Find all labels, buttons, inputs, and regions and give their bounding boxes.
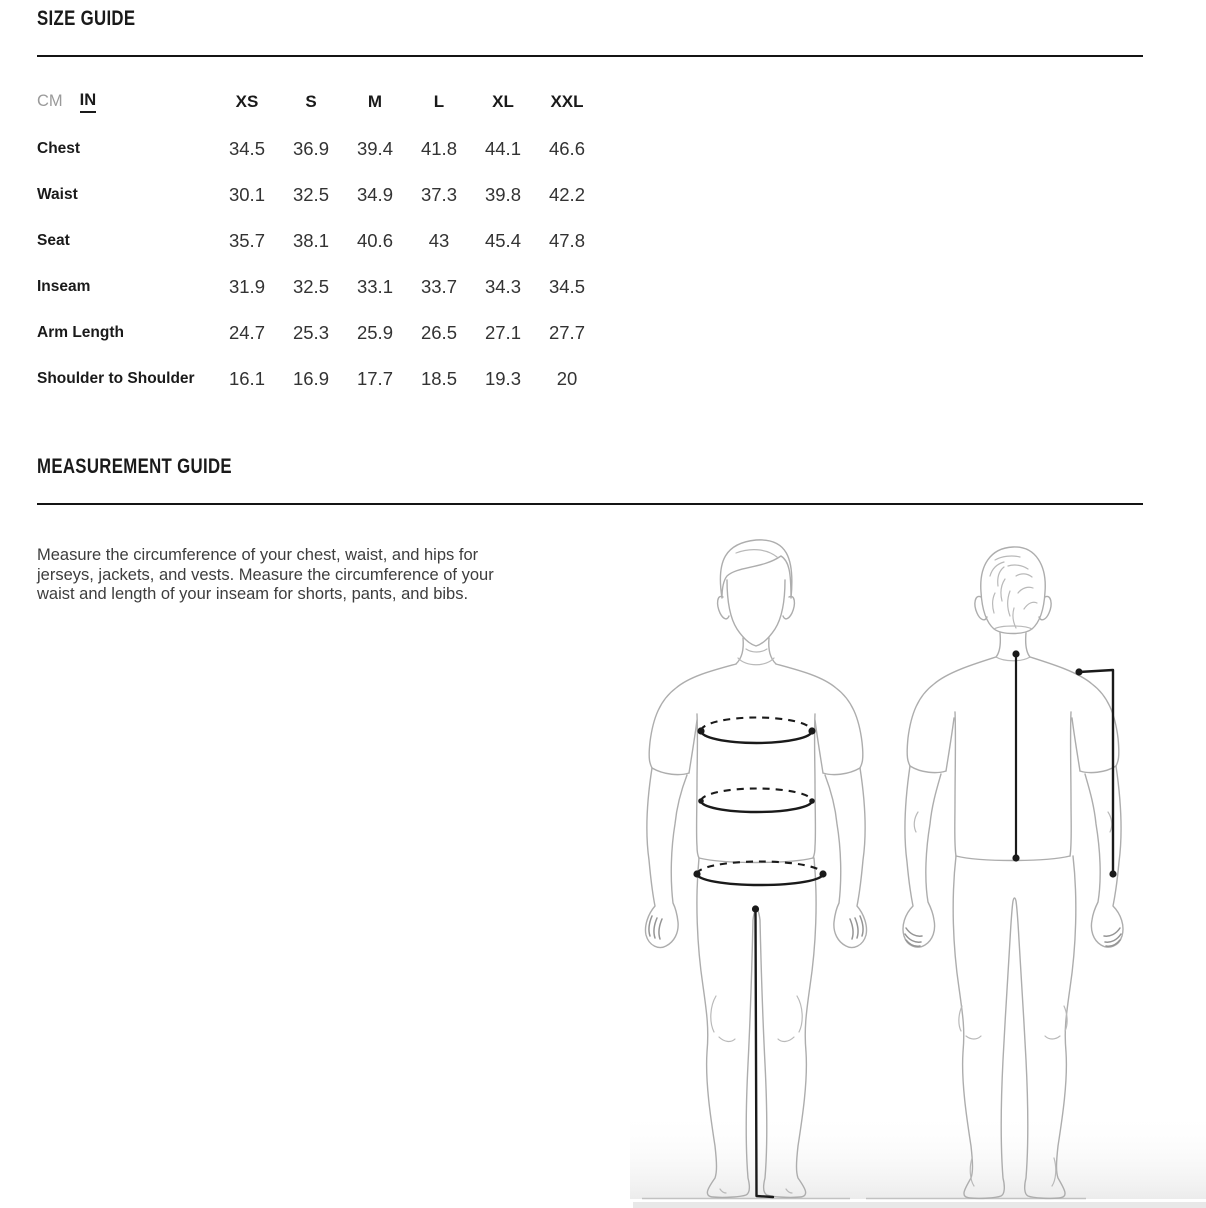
- back-hairline: [994, 626, 1032, 629]
- front-left-knee: [711, 996, 735, 1041]
- size-cell: 17.7: [356, 368, 393, 389]
- column-header-s: S: [305, 91, 317, 111]
- back-right-arm: [1085, 766, 1123, 947]
- back-right-sleeve-hem: [1080, 766, 1116, 773]
- size-cell: 44.1: [484, 138, 521, 159]
- measurement-figures-illustration: [630, 530, 1206, 1208]
- back-neck-right: [1026, 633, 1030, 657]
- row-label-waist: Waist: [37, 186, 78, 203]
- back-torso-left: [955, 712, 956, 856]
- front-face: [727, 580, 785, 646]
- front-hair-part-line: [736, 550, 777, 557]
- column-header-xs: XS: [235, 91, 259, 111]
- size-cell: 42.2: [548, 184, 585, 205]
- size-cell: 34.9: [356, 184, 393, 205]
- back-collar: [996, 657, 1030, 661]
- back-elbow-lines: [914, 812, 1111, 832]
- size-cell: 41.8: [420, 138, 457, 159]
- size-cell: 24.7: [228, 322, 265, 343]
- chest-measurement-ellipse: [697, 718, 815, 744]
- front-collar: [738, 658, 774, 665]
- measurement-guide-description: Measure the circumference of your chest, waist, and hips for jerseys, jackets, and vests. Measure the circumference of your waist and length of your inseam for shorts, pants, and bibs.: [37, 546, 494, 604]
- back-right-shoulder: [1030, 657, 1119, 766]
- back-right-armpit: [1072, 718, 1080, 771]
- row-label-chest: Chest: [37, 140, 81, 157]
- front-right-sleeve-hem: [823, 768, 860, 775]
- size-cell: 38.1: [292, 230, 329, 251]
- size-cell: 16.9: [292, 368, 329, 389]
- size-cell: 25.3: [292, 322, 329, 343]
- front-torso-left: [697, 714, 699, 858]
- unit-in-button[interactable]: IN: [80, 91, 97, 113]
- front-right-arm: [825, 768, 867, 948]
- size-cell: 20: [556, 368, 578, 389]
- size-cell: 30.1: [228, 184, 265, 205]
- size-cell: 16.1: [228, 368, 265, 389]
- front-chin-line: [746, 649, 767, 652]
- size-cell: 18.5: [420, 368, 457, 389]
- back-right-knee: [1045, 1006, 1067, 1039]
- unit-toggle: [37, 80, 215, 123]
- size-cell: 43: [428, 230, 450, 251]
- unit-cm-button[interactable]: CM: [37, 92, 63, 110]
- front-hair: [720, 540, 792, 598]
- size-cell: 27.1: [484, 322, 521, 343]
- size-cell: 35.7: [228, 230, 265, 251]
- size-cell: 34.3: [484, 276, 521, 297]
- page-bottom-strip: [633, 1202, 1206, 1208]
- size-cell: 46.6: [548, 138, 585, 159]
- size-cell: 32.5: [292, 276, 329, 297]
- front-right-fingers: [850, 916, 863, 939]
- back-left-shoulder: [907, 657, 996, 766]
- size-cell: 47.8: [548, 230, 585, 251]
- front-right-ear: [783, 596, 794, 618]
- size-cell: 19.3: [484, 368, 521, 389]
- waist-measurement-ellipse: [698, 789, 815, 813]
- front-torso-right: [813, 714, 815, 858]
- back-left-arm: [903, 766, 941, 947]
- front-shirt-hem: [699, 858, 813, 863]
- size-cell: 33.1: [356, 276, 393, 297]
- size-cell: 34.5: [548, 276, 585, 297]
- size-cell: 27.7: [548, 322, 585, 343]
- back-left-armpit: [946, 718, 954, 771]
- back-torso-right: [1070, 712, 1071, 856]
- front-left-armpit: [689, 720, 697, 773]
- front-right-armpit: [815, 720, 823, 773]
- column-header-xl: XL: [492, 91, 514, 111]
- back-neck-left: [996, 633, 1000, 657]
- size-table: [37, 80, 599, 402]
- front-right-knee: [778, 996, 802, 1041]
- size-cell: 26.5: [420, 322, 457, 343]
- size-cell: 39.8: [484, 184, 521, 205]
- size-cell: 34.5: [228, 138, 265, 159]
- front-left-ear: [718, 596, 729, 618]
- front-left-arm: [645, 768, 687, 948]
- row-label-inseam: Inseam: [37, 278, 91, 295]
- back-figure: [903, 547, 1123, 1198]
- divider-rule: [37, 55, 1143, 57]
- column-header-m: M: [367, 91, 383, 111]
- front-left-sleeve-hem: [652, 768, 689, 775]
- column-header-l: L: [433, 91, 445, 111]
- column-header-xxl: XXL: [550, 91, 584, 111]
- size-cell: 32.5: [292, 184, 329, 205]
- back-hair-texture: [990, 556, 1037, 628]
- size-cell: 33.7: [420, 276, 457, 297]
- back-left-sleeve-hem: [910, 766, 946, 773]
- size-cell: 36.9: [292, 138, 329, 159]
- size-cell: 40.6: [356, 230, 393, 251]
- size-cell: 31.9: [228, 276, 265, 297]
- row-label-shoulder-to-shoulder: Shoulder to Shoulder: [37, 370, 195, 387]
- size-cell: 37.3: [420, 184, 457, 205]
- size-cell: 39.4: [356, 138, 393, 159]
- size-cell: 25.9: [356, 322, 393, 343]
- size-cell: 45.4: [484, 230, 521, 251]
- row-label-arm-length: Arm Length: [37, 324, 124, 341]
- seat-measurement-ellipse: [693, 862, 826, 886]
- size-guide-title: SIZE GUIDE: [37, 7, 136, 30]
- divider-rule: [37, 503, 1143, 505]
- measurement-guide-title: MEASUREMENT GUIDE: [37, 455, 232, 478]
- row-label-seat: Seat: [37, 232, 70, 249]
- front-left-fingers: [649, 916, 662, 939]
- spine-measurement-line: [1012, 650, 1019, 861]
